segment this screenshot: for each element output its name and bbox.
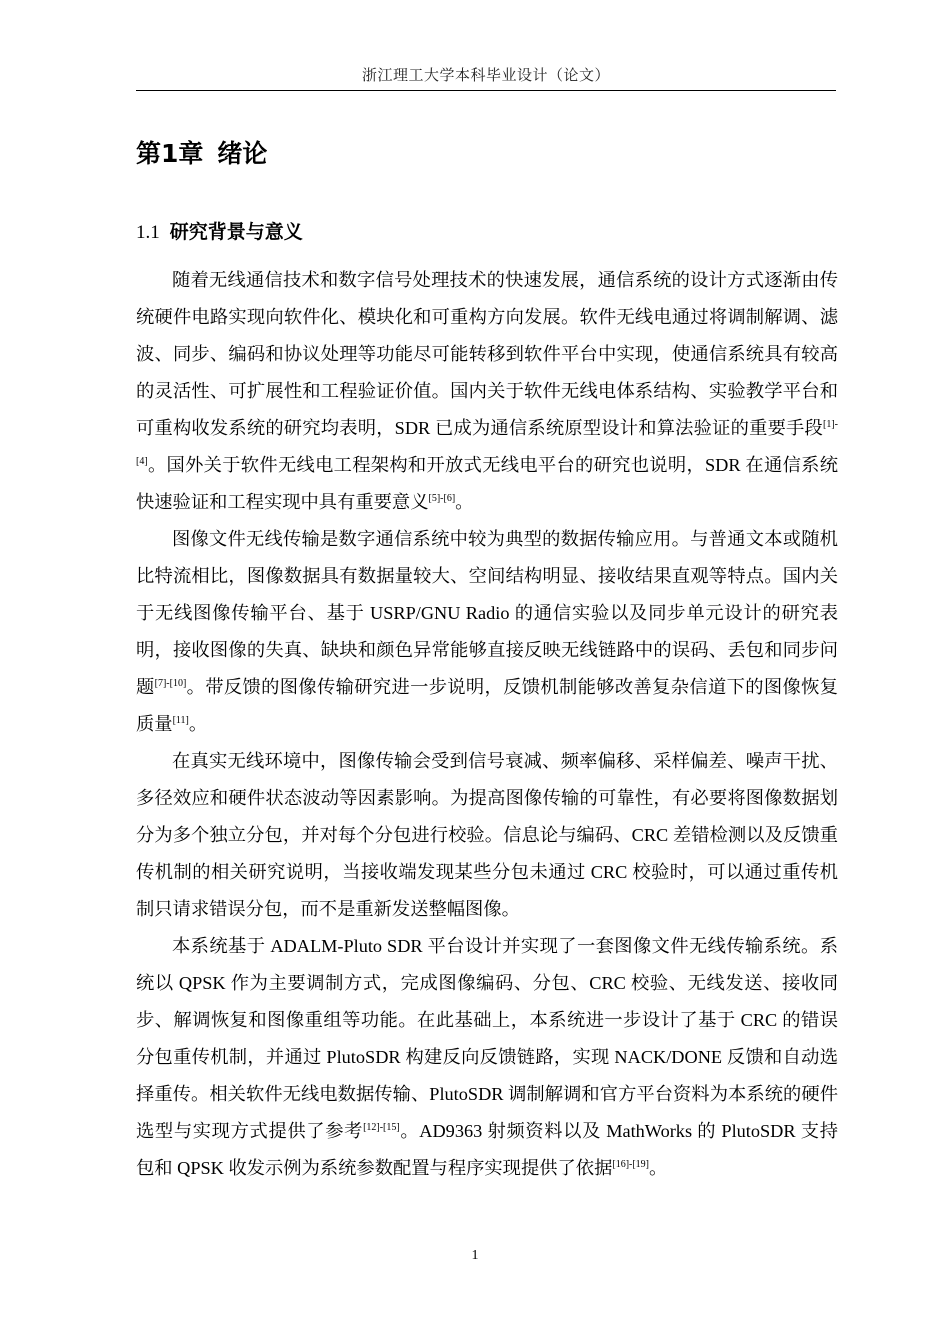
paragraph-text: 本系统基于 ADALM-Pluto SDR 平台设计并实现了一套图像文件无线传输系统。系统以 QPSK 作为主要调制方式，完成图像编码、分包、CRC 校验、无线发送、接收同步、解调恢复和图像重组等功能。在此基础上，本系统进一步设计了基于 CRC 的错误分包重传机制，并通过 PlutoSDR 构建反向反馈链路，实现 NACK/DONE 反馈和自动选择重传。相关软件无线电数据传输、PlutoSDR 调制解调和官方平台资料为本系统的硬件选型与实现方式提供了参考 — [136, 936, 838, 1141]
page-number: 1 — [471, 1248, 479, 1263]
citation: [11] — [172, 715, 189, 726]
paragraph-text: 图像文件无线传输是数字通信系统中较为典型的数据传输应用。与普通文本或随机比特流相比，图像数据具有数据量较大、空间结构明显、接收结果直观等特点。国内关于无线图像传输平台、基于 USRP/GNU Radio 的通信实验以及同步单元设计的研究表明，接收图像的失真、缺块和颜色异常能够直接反映无线链路中的误码、丢包和同步问题 — [136, 529, 838, 697]
paragraph-text: 。 — [649, 1158, 668, 1178]
paragraph-text: 。带反馈的图像传输研究进一步说明，反馈机制能够改善复杂信道下的图像恢复质量 — [136, 677, 839, 734]
paragraph-text: 随着无线通信技术和数字信号处理技术的快速发展，通信系统的设计方式逐渐由传统硬件电路实现向软件化、模块化和可重构方向发展。软件无线电通过将调制解调、滤波、同步、编码和协议处理等功能尽可能转移到软件平台中实现，使通信系统具有较高的灵活性、可扩展性和工程验证价值。国内关于软件无线电体系结构、实验教学平台和可重构收发系统的研究均表明，SDR 已成为通信系统原型设计和算法验证的重要手段 — [136, 270, 838, 438]
paragraph — [136, 521, 838, 743]
paragraph-text: 。 — [188, 714, 208, 734]
body-text — [136, 262, 838, 1187]
paragraph — [136, 262, 838, 521]
paragraph-text: 。AD9363 射频资料以及 MathWorks 的 PlutoSDR 支持包和 QPSK 收发示例为系统参数配置与程序实现提供了依据 — [136, 1121, 838, 1178]
citation: [5]-[6] — [428, 493, 456, 504]
citation: [12]-[15] — [363, 1122, 400, 1133]
paragraph-text: 在真实无线环境中，图像传输会受到信号衰减、频率偏移、采样偏差、噪声干扰、多径效应和硬件状态波动等因素影响。为提高图像传输的可靠性，有必要将图像数据划分为多个独立分包，并对每个分包进行校验。信息论与编码、CRC 差错检测以及反馈重传机制的相关研究说明，当接收端发现某些分包未通过 CRC 校验时，可以通过重传机制只请求错误分包，而不是重新发送整幅图像。 — [136, 751, 838, 919]
chapter-heading — [136, 134, 267, 170]
citation: [7]-[10] — [154, 678, 187, 689]
section-title: 研究背景与意义 — [169, 221, 303, 243]
citation: [1]-[4] — [136, 419, 838, 467]
section-heading — [136, 217, 303, 244]
header-text: 浙江理工大学本科毕业设计（论文） — [361, 68, 610, 84]
chapter-number: 第1章 — [136, 139, 204, 168]
paragraph-text: 。国外关于软件无线电工程架构和开放式无线电平台的研究也说明，SDR 在通信系统快速验证和工程实现中具有重要意义 — [136, 455, 838, 512]
chapter-title: 绪论 — [217, 139, 268, 168]
paragraph — [136, 928, 838, 1187]
paragraph-text: 。 — [455, 492, 474, 512]
citation: [16]-[19] — [612, 1159, 650, 1170]
page-header — [136, 64, 836, 91]
paragraph — [136, 743, 838, 928]
section-number: 1.1 — [136, 222, 160, 243]
